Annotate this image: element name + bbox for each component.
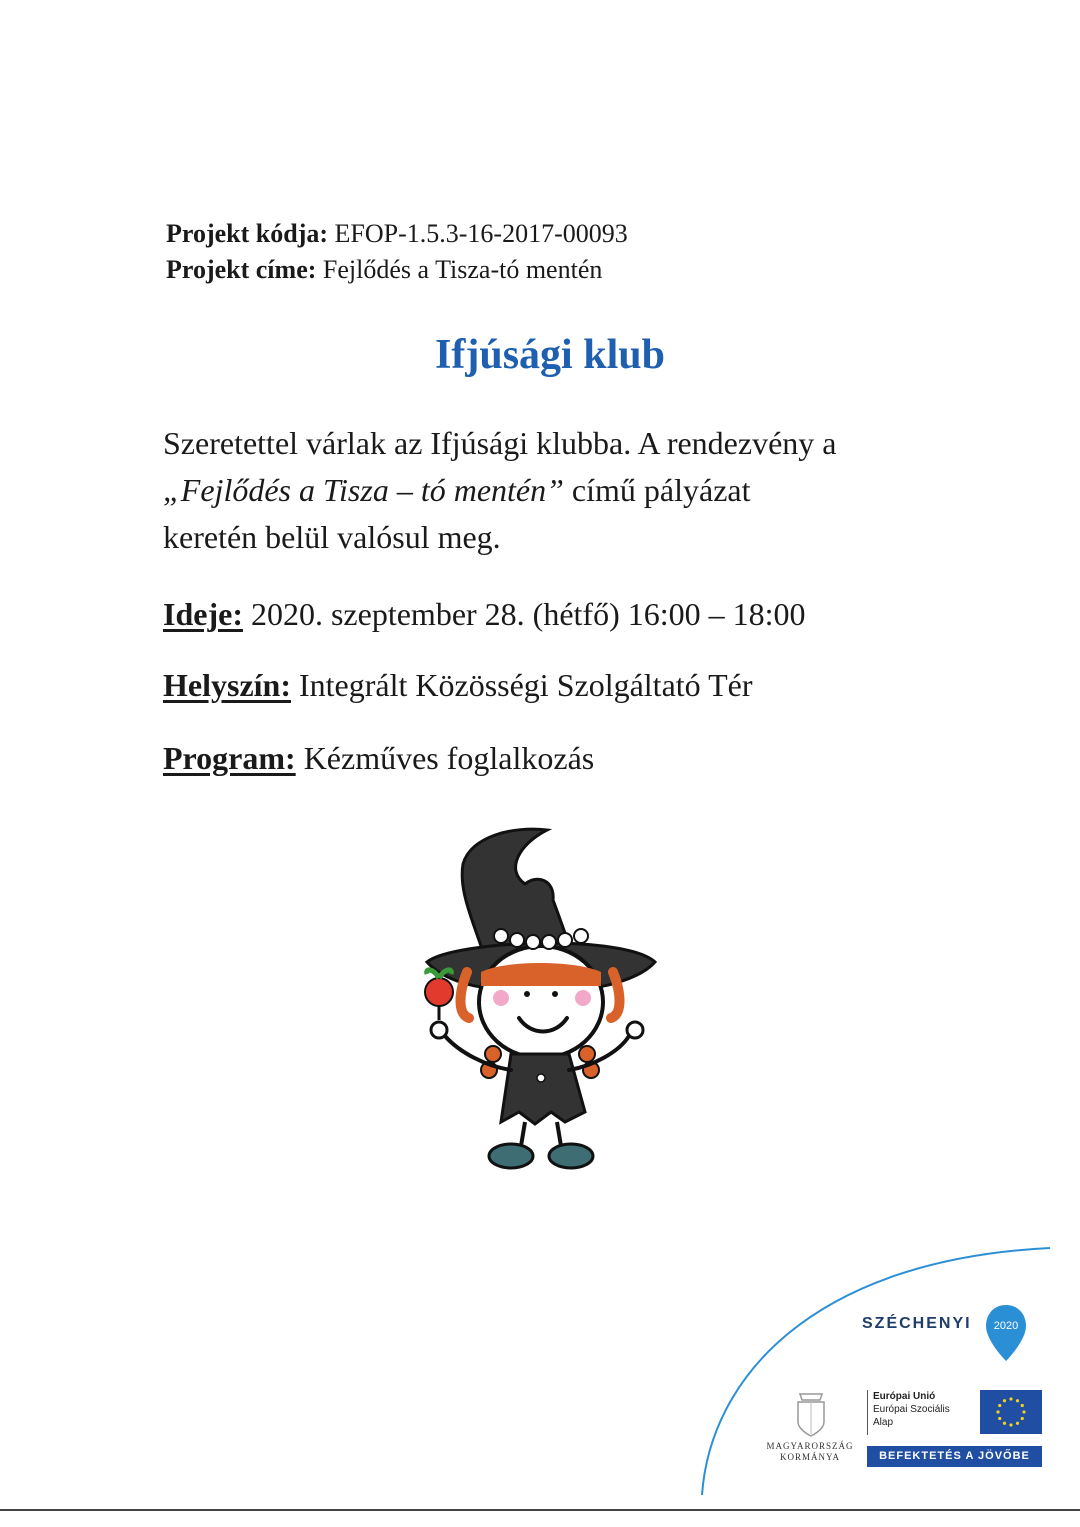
project-code-label: Projekt kódja:: [166, 219, 329, 248]
eu-label: [873, 1390, 950, 1429]
hungarian-crest-icon: [794, 1388, 828, 1438]
event-program: [163, 738, 594, 778]
intro-word: „Fejlődés: [163, 472, 291, 508]
eu-star: [1022, 1410, 1025, 1413]
event-place: [163, 665, 752, 705]
event-place-value: Integrált Közösségi Szolgáltató Tér: [298, 667, 753, 703]
government-label: [760, 1441, 860, 1463]
slogan-banner: BEFEKTETÉS A JÖVŐBE: [867, 1446, 1042, 1467]
eu-star: [998, 1417, 1001, 1420]
intro-word: Tisza: [322, 472, 389, 508]
szechenyi-logo-text: SZÉCHENYI: [862, 1315, 972, 1332]
eu-star: [1021, 1417, 1024, 1420]
eu-divider: [867, 1390, 868, 1435]
event-program-label: Program:: [163, 740, 296, 776]
eu-star: [1003, 1399, 1006, 1402]
decorative-arc: [690, 1240, 1080, 1527]
eu-line-3: Alap: [873, 1417, 894, 1428]
eu-star: [998, 1404, 1001, 1407]
intro-word: a: [298, 472, 315, 508]
government-line-1: MAGYARORSZÁG: [766, 1441, 854, 1451]
bottom-rule: [0, 1509, 1080, 1511]
project-code: [166, 219, 628, 249]
event-time-label: Ideje:: [163, 596, 243, 632]
eu-star: [1003, 1422, 1006, 1425]
project-title: [166, 255, 602, 285]
intro-line-1: Szeretettel várlak az Ifjúsági klubba. A rendezvény a: [163, 425, 837, 461]
intro-paragraph: [163, 420, 931, 561]
eu-line-2: Európai Szociális: [873, 1404, 950, 1415]
event-time: [163, 594, 806, 634]
eu-star: [996, 1410, 999, 1413]
intro-word: tó: [420, 472, 446, 508]
witch-illustration: [415, 822, 665, 1172]
event-time-value: 2020. szeptember 28. (hétfő) 16:00 – 18:00: [250, 596, 806, 632]
page-title: Ifjúsági klub: [435, 332, 665, 378]
intro-word: pályázat: [643, 472, 751, 508]
szechenyi-year: 2020: [993, 1320, 1019, 1332]
project-code-value: EFOP-1.5.3-16-2017-00093: [334, 219, 628, 248]
szechenyi-pin-icon: [984, 1303, 1028, 1363]
project-title-label: Projekt címe:: [166, 255, 317, 284]
event-program-value: Kézműves foglalkozás: [303, 740, 595, 776]
eu-star: [1016, 1399, 1019, 1402]
government-line-2: KORMÁNYA: [779, 1452, 840, 1462]
eu-star: [1016, 1422, 1019, 1425]
funding-logos: [690, 1240, 1080, 1527]
eu-star: [1009, 1423, 1012, 1426]
intro-word: című: [571, 472, 636, 508]
eu-line-1: Európai Unió: [873, 1391, 936, 1402]
project-title-value: Fejlődés a Tisza-tó mentén: [322, 255, 603, 284]
intro-word: –: [396, 472, 413, 508]
eu-star: [1021, 1404, 1024, 1407]
intro-line-3: keretén belül valósul meg.: [163, 519, 501, 555]
eu-star: [1009, 1397, 1012, 1400]
intro-word: mentén”: [453, 472, 564, 508]
eu-flag-icon: [980, 1390, 1042, 1434]
event-place-label: Helyszín:: [163, 667, 291, 703]
intro-line-2: [163, 467, 931, 514]
